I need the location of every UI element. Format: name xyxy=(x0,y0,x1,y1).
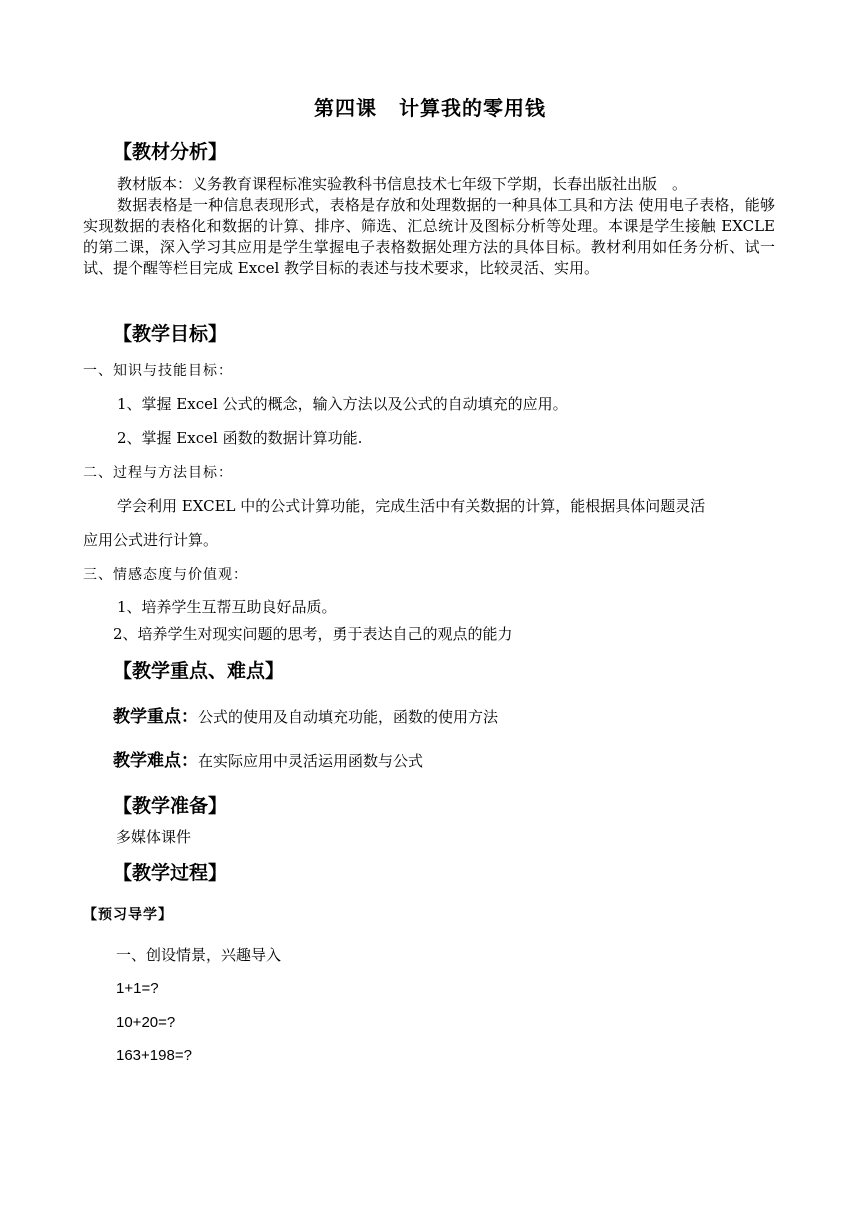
key-point-text: 公式的使用及自动填充功能，函数的使用方法 xyxy=(198,708,499,726)
title-lesson-number: 第四课 xyxy=(314,96,377,120)
equation-1: 1+1=? xyxy=(116,980,159,997)
section-heading-preparation: 【教学准备】 xyxy=(113,795,228,817)
title-lesson-name: 计算我的零用钱 xyxy=(399,96,546,120)
difficulty-line xyxy=(113,746,423,771)
equation-2: 10+20=? xyxy=(116,1014,176,1031)
equation-3: 163+198=? xyxy=(116,1047,192,1064)
preview-heading: 【预习导学】 xyxy=(83,907,173,923)
analysis-paragraph-2: 数据表格是一种信息表现形式，表格是存放和处理数据的一种具体工具和方法 使用电子表格，能够实现数据的表格化和数据的计算、排序、筛选、汇总统计及图标分析等处理。本课是学生接触 EXCLE 的第二课，深入学习其应用是学生掌握电子表格数据处理方法的具体目标。教材利用如任务分析、试一试、提个醒等栏目完成 Excel 教学目标的表述与技术要求，比较灵活、实用。 xyxy=(83,196,775,277)
section-heading-keypoints: 【教学重点、难点】 xyxy=(113,660,285,682)
analysis-paragraph-1: 教材版本：义务教育课程标准实验教科书信息技术七年级下学期，长春出版社出版 。 xyxy=(117,175,688,193)
analysis-body xyxy=(83,174,775,279)
goal-heading-process: 二、过程与方法目标： xyxy=(83,465,233,481)
key-point-label: 教学重点： xyxy=(113,707,198,727)
goal-attitude-item-1: 1、培养学生互帮互助良好品质。 xyxy=(117,598,337,616)
preview-item-1: 一、创设情景，兴趣导入 xyxy=(116,946,282,964)
section-heading-analysis: 【教材分析】 xyxy=(113,141,228,163)
difficulty-label: 教学难点： xyxy=(113,751,198,771)
goal-process-line-1: 学会利用 EXCEL 中的公式计算功能，完成生活中有关数据的计算，能根据具体问题灵活 xyxy=(117,497,706,515)
page-title xyxy=(0,92,860,121)
goal-knowledge-item-2: 2、掌握 Excel 函数的数据计算功能. xyxy=(117,429,363,447)
goal-knowledge-item-1: 1、掌握 Excel 公式的概念，输入方法以及公式的自动填充的应用。 xyxy=(117,395,568,413)
goal-process-line-2: 应用公式进行计算。 xyxy=(83,531,219,549)
goal-attitude-item-2: 2、培养学生对现实问题的思考，勇于表达自己的观点的能力 xyxy=(113,625,513,643)
difficulty-text: 在实际应用中灵活运用函数与公式 xyxy=(198,752,424,770)
goal-heading-knowledge: 一、知识与技能目标： xyxy=(83,363,233,379)
goal-heading-attitude: 三、情感态度与价值观： xyxy=(83,567,248,583)
section-heading-process: 【教学过程】 xyxy=(113,862,228,884)
section-heading-goals: 【教学目标】 xyxy=(113,323,228,345)
key-point-line xyxy=(113,702,498,727)
preparation-text: 多媒体课件 xyxy=(116,828,192,846)
